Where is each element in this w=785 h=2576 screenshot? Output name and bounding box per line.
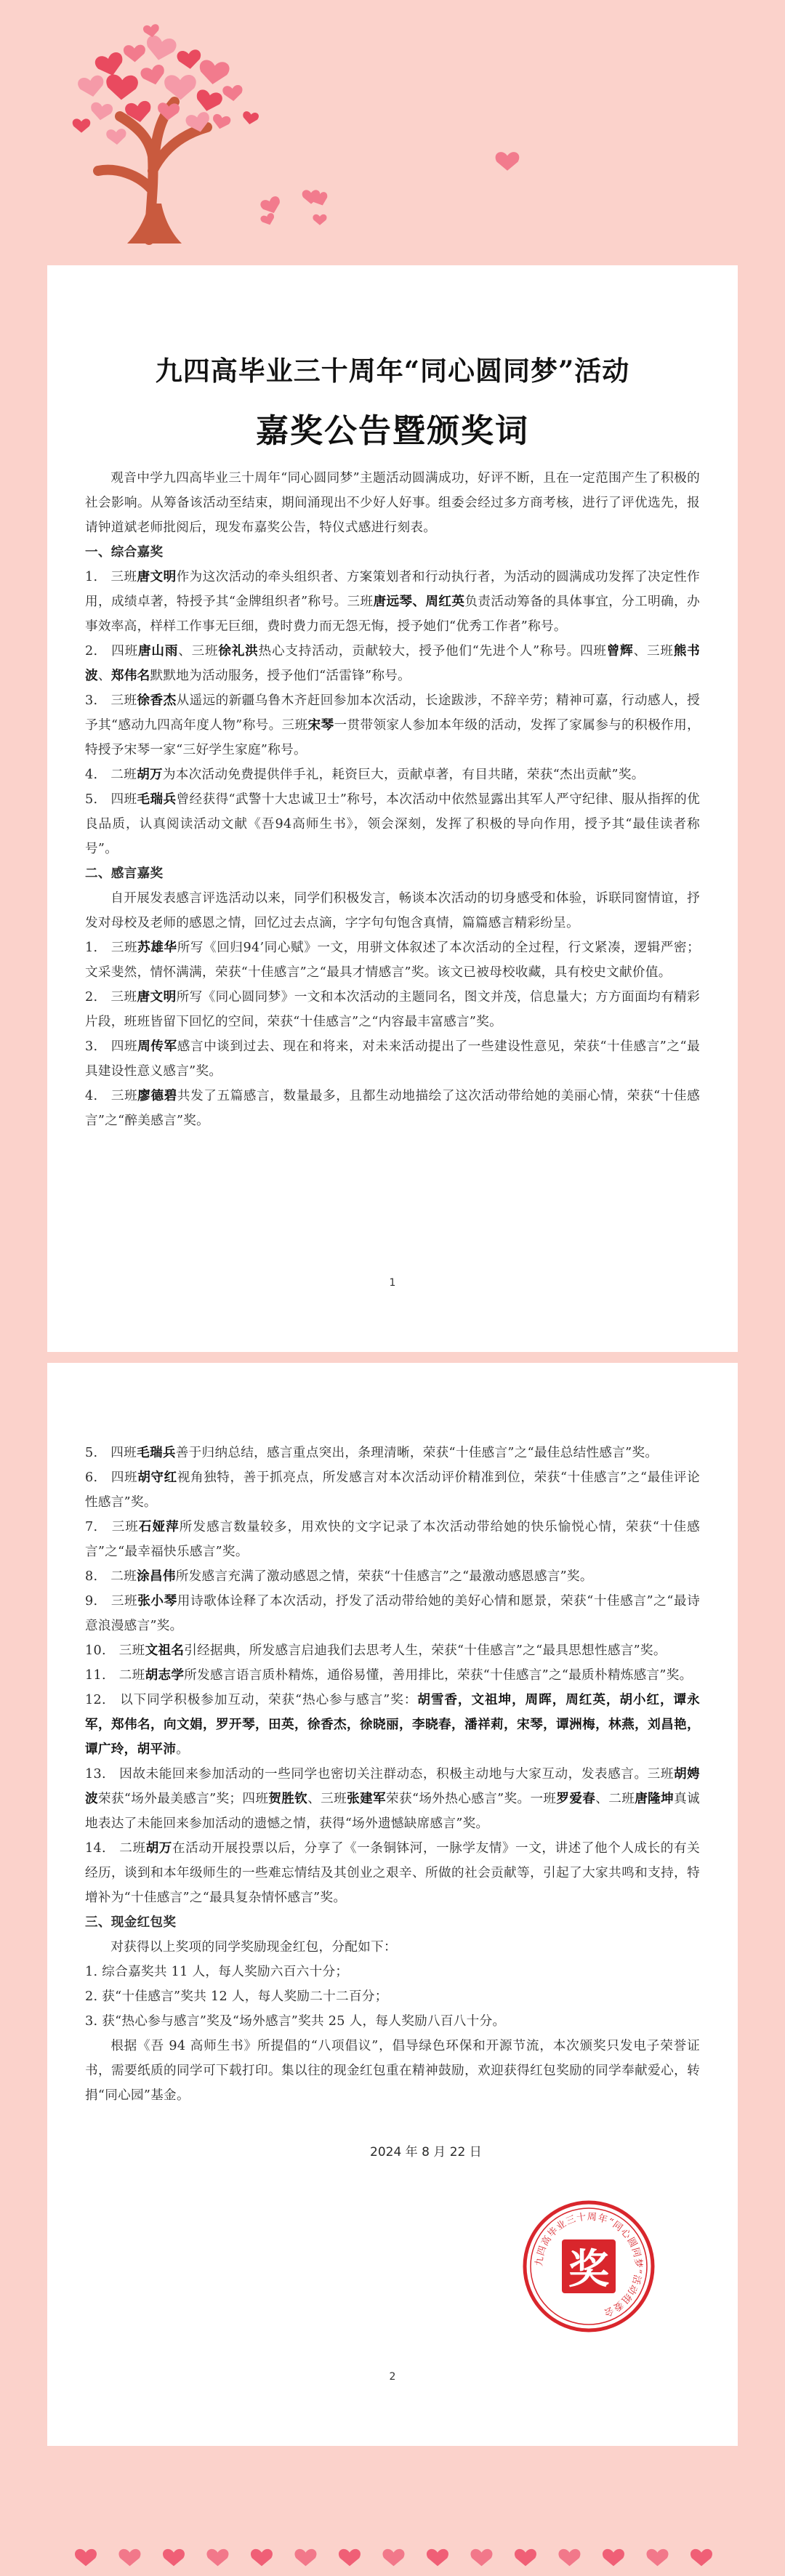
list-item: 6. 四班胡守红视角独特，善于抓亮点，所发感言对本次活动评价精准到位，荣获“十佳感言”之“最佳评论性感言”奖。 xyxy=(85,1470,700,1510)
intro-paragraph: 观音中学九四高毕业三十周年“同心圆同梦”主题活动圆满成功，好评不断，且在一定范围产生了积极的社会影响。从筹备该活动至结束，期间涌现出不少好人好事。组委会经过多方商考核，进行了评优选先，报请钟道斌老师批阅后，现发布嘉奖公告，特仪式感进行刻表。 xyxy=(85,471,700,535)
list-item: 14. 二班胡万在活动开展投票以后，分享了《一条铜钵河，一脉学友情》一文，讲述了他个人成长的有关经历，谈到和本年级师生的一些难忘情结及其创业之艰辛、所做的社会贡献等，引起了大家共鸣和支持，特增补为“十佳感言”之“最具复杂情怀感言”奖。 xyxy=(85,1840,700,1905)
list-item: 12. 以下同学积极参加互动，荣获“热心参与感言”奖：胡雪香，文祖坤，周晖，周红英，胡小红，谭永军，郑伟名，向文娟，罗开琴，田英，徐香杰，徐晓丽，李晓春，潘祥莉，宋琴，谭洲梅，林燕，刘昌艳，谭广玲，胡平沛。 xyxy=(85,1692,700,1757)
participant-names: 胡雪香，文祖坤，周晖，周红英，胡小红，谭永军，郑伟名，向文娟，罗开琴，田英，徐香杰，徐晓丽，李晓春，潘祥莉，宋琴，谭洲梅，林燕，刘昌艳，谭广玲，胡平沛 xyxy=(85,1692,700,1757)
heart-icon xyxy=(691,2549,712,2567)
list-item: 2. 获“十佳感言”奖共 12 人，每人奖励二十二百分； xyxy=(85,1989,388,2004)
list-item: 3. 获“热心参与感言”奖及“场外感言”奖共 25 人，每人奖励八百八十分。 xyxy=(85,2014,506,2029)
heart-icon xyxy=(339,2549,361,2567)
page-number: 1 xyxy=(389,1277,396,1289)
section-intro: 对获得以上奖项的同学奖励现金红包，分配如下： xyxy=(110,1940,397,1955)
heart-icon xyxy=(471,2549,493,2567)
heart-icon xyxy=(207,2549,229,2567)
svg-text:奖: 奖 xyxy=(568,2245,609,2293)
section-heading-2: 二、感言嘉奖 xyxy=(85,866,164,881)
list-item: 1. 三班唐文明作为这次活动的牵头组织者、方案策划者和行动执行者，为活动的圆满成功发挥了决定性作用，成绩卓著，特授予其“金牌组织者”称号。三班唐远琴、周红英负责活动筹备的具体事宜，分工明确，办事效率高，样样工作事无巨细，费时费力而无怨无悔，授予她们“优秀工作者”称号。 xyxy=(85,569,700,634)
heart-icon xyxy=(515,2549,536,2567)
document-page-2 xyxy=(47,1363,738,2446)
seal-stamp-icon xyxy=(520,2197,658,2335)
list-item: 1. 综合嘉奖共 11 人，每人奖励六百六十分； xyxy=(85,1965,349,1979)
awardee-name: 唐文明 xyxy=(137,569,177,584)
closing-paragraph: 根据《吾 94 高师生书》所提倡的“八项倡议”，倡导绿色环保和开源节流，本次颁奖只发电子荣誉证书，需要纸质的同学可下载打印。集以往的现金红包重在精神鼓励，欢迎获得红包奖励的同学奉献爱心，转捐“同心园”基金。 xyxy=(85,2039,700,2103)
list-item: 4. 二班胡万为本次活动免费提供伴手礼，耗资巨大，贡献卓著，有目共睹，荣获“杰出贡献”奖。 xyxy=(85,767,645,782)
page-number: 2 xyxy=(389,2371,396,2383)
heart-icon xyxy=(559,2549,581,2567)
heart-icon xyxy=(251,2549,273,2567)
awardee-name: 唐远琴、周红英 xyxy=(373,594,465,609)
list-item: 1. 三班苏雄华所写《回归94’同心赋》一文，用骈文体叙述了本次活动的全过程，行文紧凑，逻辑严密；文采斐然，情怀满满，荣获“十佳感言”之“最具才情感言”奖。该文已被母校收藏，具有校史文献价值。 xyxy=(85,940,700,980)
list-item: 11. 二班胡志学所发感言语言质朴精炼，通俗易懂，善用排比，荣获“十佳感言”之“最质朴精炼感言”奖。 xyxy=(85,1667,693,1683)
list-item: 5. 四班毛瑞兵善于归纳总结，感言重点突出，条理清晰，荣获“十佳感言”之“最佳总结性感言”奖。 xyxy=(85,1445,659,1460)
heart-icon xyxy=(119,2549,141,2567)
list-item: 10. 三班文祖名引经据典，所发感言启迪我们去思考人生，荣获“十佳感言”之“最具思想性感言”奖。 xyxy=(85,1643,667,1658)
list-item: 2. 四班唐山雨、三班徐礼洪热心支持活动，贡献较大，授予他们“先进个人”称号。四班曾辉、三班熊书波、郑伟名默默地为活动服务，授予他们“活雷锋”称号。 xyxy=(85,643,701,683)
list-item: 3. 三班徐香杰从遥远的新疆乌鲁木齐赶回参加本次活动，长途跋涉，不辞辛劳；精神可嘉，行动感人，授予其“感动九四高年度人物”称号。三班宋琴一贯带领家人参加本年级的活动，发挥了家属参与的积极作用，特授予宋琴一家“三好学生家庭”称号。 xyxy=(85,693,701,757)
heart-icon xyxy=(75,2549,97,2567)
footer-hearts-row xyxy=(0,2457,785,2573)
title-line-2: 嘉奖公告暨颁奖词 xyxy=(255,411,529,450)
list-item: 9. 三班张小琴用诗歌体诠释了本次活动，抒发了活动带给她的美好心情和愿景，荣获“十佳感言”之“最诗意浪漫感言”奖。 xyxy=(85,1593,700,1633)
list-item: 3. 四班周传军感言中谈到过去、现在和将来，对未来活动提出了一些建设性意见，荣获“十佳感言”之“最具建设性意义感言”奖。 xyxy=(85,1039,700,1079)
list-item: 8. 二班涂昌伟所发感言充满了激动感恩之情，荣获“十佳感言”之“最激动感恩感言”奖。 xyxy=(85,1569,593,1584)
heart-icon xyxy=(603,2549,624,2567)
issue-date: 2024 年 8 月 22 日 xyxy=(370,2145,482,2160)
heart-icon xyxy=(295,2549,317,2567)
list-item: 2. 三班唐文明所写《同心圆同梦》一文和本次活动的主题同名，图文并茂，信息量大；方方面面均有精彩片段，班班皆留下回忆的空间，荣获“十佳感言”之“内容最丰富感言”奖。 xyxy=(85,989,700,1029)
list-item: 13. 因故未能回来参加活动的一些同学也密切关注群动态，积极主动地与大家互动，发表感言。三班胡娉波荣获“场外最美感言”奖；四班贺胜钦、三班张建军荣获“场外热心感言”奖。一班罗爱春、二班唐隆坤真诚地表达了未能回来参加活动的遗憾之情，获得“场外遗憾缺席感言”奖。 xyxy=(85,1766,700,1831)
heart-icon xyxy=(427,2549,448,2567)
heart-icon xyxy=(383,2549,405,2567)
document-page-1 xyxy=(47,265,738,1352)
list-item: 7. 三班石娅萍所发感言数量较多，用欢快的文字记录了本次活动带给她的快乐愉悦心情，荣获“十佳感言”之“最幸福快乐感言”奖。 xyxy=(85,1519,701,1559)
title-line-1: 九四高毕业三十周年“同心圆同梦”活动 xyxy=(155,355,630,387)
list-item: 4. 三班廖德碧共发了五篇感言，数量最多，且都生动地描绘了这次活动带给她的美丽心情，荣获“十佳感言”之“醉美感言”奖。 xyxy=(85,1088,700,1128)
heart-icon xyxy=(163,2549,185,2567)
hero-heart-tree-banner xyxy=(0,0,785,265)
svg-text:九四高毕业三十周年“同心圆同梦”活动组委会: 九四高毕业三十周年“同心圆同梦”活动组委会 xyxy=(534,2211,644,2319)
heart-icon xyxy=(647,2549,669,2567)
section-intro: 自开展发表感言评选活动以来，同学们积极发言，畅谈本次活动的切身感受和体验，诉联同窗情谊，抒发对母校及老师的感恩之情，回忆过去点滴，字字句句饱含真情，篇篇感言精彩纷呈。 xyxy=(85,891,700,930)
section-heading-3: 三、现金红包奖 xyxy=(85,1915,177,1930)
list-item: 5. 四班毛瑞兵曾经获得“武警十大忠诚卫士”称号，本次活动中依然显露出其军人严守纪律、服从指挥的优良品质，认真阅读活动文献《吾94高师生书》，领会深刻，发挥了积极的导向作用，授予其“最佳读者称号”。 xyxy=(85,792,701,856)
section-heading-1: 一、综合嘉奖 xyxy=(85,544,164,560)
